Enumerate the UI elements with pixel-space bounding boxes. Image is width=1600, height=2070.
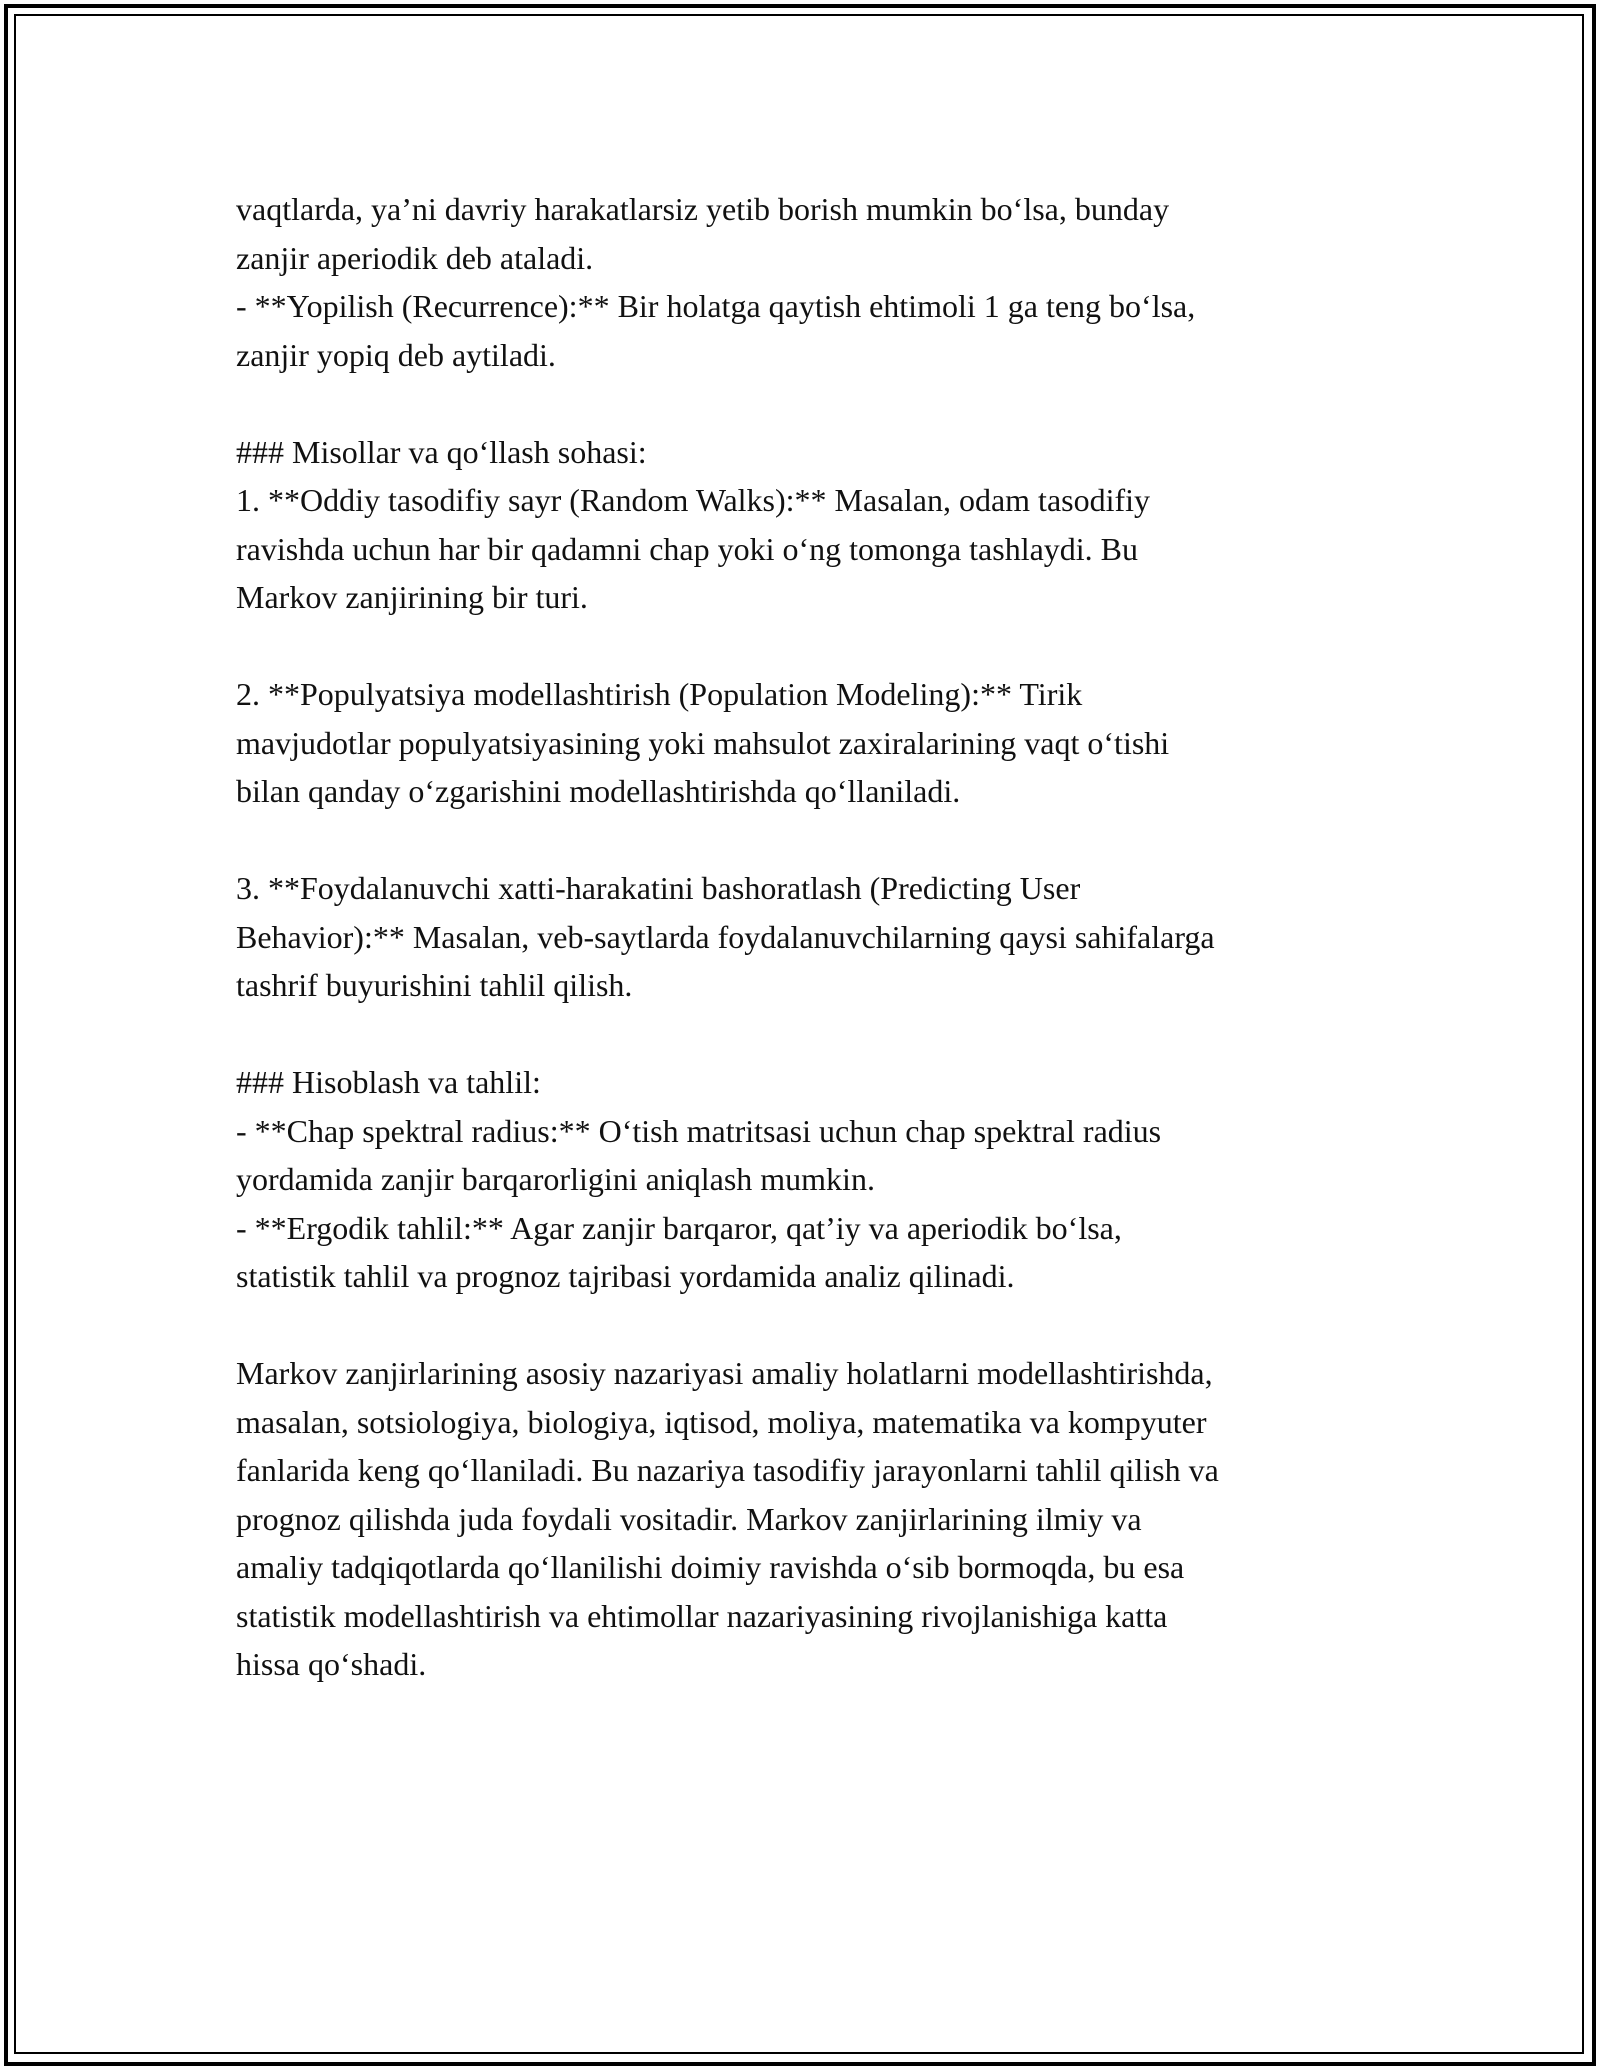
text-line: vaqtlarda, ya’ni davriy harakatlarsiz yetib borish mumkin bo‘lsa, bunday	[236, 191, 1170, 227]
text-line: zanjir aperiodik deb ataladi.	[236, 239, 594, 276]
document-body	[236, 185, 1386, 1689]
section-heading: ### Misollar va qo‘llash sohasi:	[236, 433, 647, 470]
text-line: - **Chap spektral radius:** O‘tish matritsasi uchun chap spektral radius	[236, 1112, 1162, 1149]
text-line: Markov zanjirlarining asosiy nazariyasi amaliy holatlarni modellashtirishda,	[236, 1355, 1213, 1391]
text-line: zanjir yopiq deb aytiladi.	[236, 336, 556, 373]
blank-line	[236, 816, 1386, 865]
text-line: statistik tahlil va prognoz tajribasi yordamida analiz qilinadi.	[236, 1258, 1015, 1294]
text-line: masalan, sotsiologiya, biologiya, iqtisod, moliya, matematika va kompyuter	[236, 1403, 1207, 1440]
text-line: ravishda uchun har bir qadamni chap yoki o‘ng tomonga tashlaydi. Bu	[236, 530, 1139, 567]
blank-line	[236, 379, 1386, 428]
text-line: Markov zanjirining bir turi.	[236, 579, 588, 615]
text-line: bilan qanday o‘zgarishini modellashtirishda qo‘llaniladi.	[236, 773, 961, 809]
text-line: tashrif buyurishini tahlil qilish.	[236, 967, 633, 1003]
section-heading: ### Hisoblash va tahlil:	[236, 1064, 541, 1100]
text-line: statistik modellashtirish va ehtimollar nazariyasining rivojlanishiga katta	[236, 1597, 1168, 1634]
text-line: - **Ergodik tahlil:** Agar zanjir barqaror, qat’iy va aperiodik bo‘lsa,	[236, 1209, 1122, 1246]
text-line: prognoz qilishda juda foydali vositadir. Markov zanjirlarining ilmiy va	[236, 1500, 1142, 1537]
blank-line	[236, 622, 1386, 671]
text-line: hissa qo‘shadi.	[236, 1646, 427, 1682]
text-line: 2. **Populyatsiya modellashtirish (Population Modeling):** Tirik	[236, 676, 1083, 712]
text-line: - **Yopilish (Recurrence):** Bir holatga qaytish ehtimoli 1 ga teng bo‘lsa,	[236, 288, 1196, 324]
text-line: fanlarida keng qo‘llaniladi. Bu nazariya tasodifiy jarayonlarni tahlil qilish va	[236, 1452, 1219, 1488]
text-line: 3. **Foydalanuvchi xatti-harakatini bashoratlash (Predicting User	[236, 870, 1081, 906]
text-line: 1. **Oddiy tasodifiy sayr (Random Walks):** Masalan, odam tasodifiy	[236, 482, 1151, 518]
text-line: mavjudotlar populyatsiyasining yoki mahsulot zaxiralarining vaqt o‘tishi	[236, 724, 1170, 761]
text-line: amaliy tadqiqotlarda qo‘llanilishi doimiy ravishda o‘sib bormoqda, bu esa	[236, 1549, 1185, 1585]
blank-line	[236, 1010, 1386, 1059]
text-line: yordamida zanjir barqarorligini aniqlash mumkin.	[236, 1161, 875, 1197]
blank-line	[236, 1301, 1386, 1350]
text-line: Behavior):** Masalan, veb-saytlarda foydalanuvchilarning qaysi sahifalarga	[236, 918, 1215, 955]
